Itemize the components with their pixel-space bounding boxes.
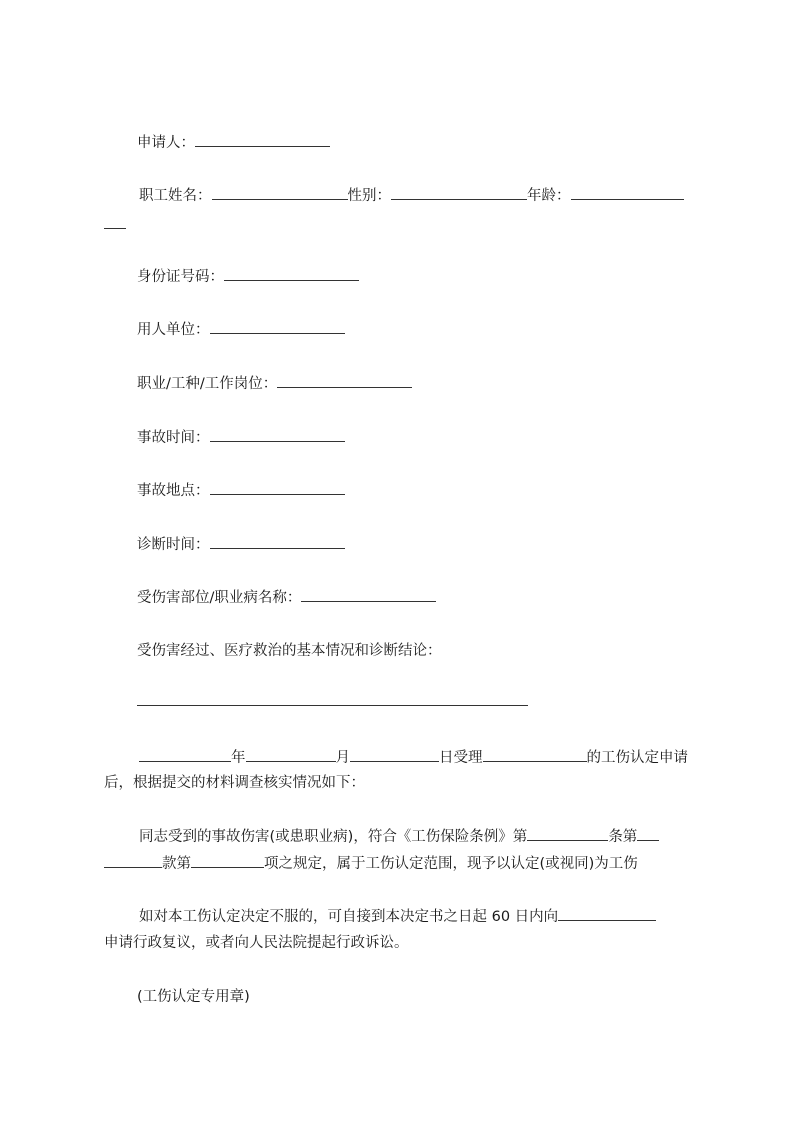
acceptance-row xyxy=(104,747,736,768)
injury-process-row xyxy=(104,641,734,661)
worker-info-row xyxy=(104,185,736,206)
clause-blank-end[interactable] xyxy=(104,853,162,868)
appeal-row xyxy=(104,906,736,927)
article-blank[interactable] xyxy=(527,826,608,841)
conclusion-row-2 xyxy=(104,853,701,874)
month-blank[interactable] xyxy=(246,747,336,762)
age-blank-continuation xyxy=(104,214,701,235)
diagnosis-time-row xyxy=(104,534,734,555)
conclusion-row xyxy=(104,826,736,847)
applicant-label: 申请人： xyxy=(137,135,195,151)
injury-process-label: 受伤害经过、医疗救治的基本情况和诊断结论： xyxy=(137,643,442,659)
employer-blank[interactable] xyxy=(210,319,345,334)
diagnosis-time-label: 诊断时间： xyxy=(137,537,210,553)
accident-place-label: 事故地点： xyxy=(137,483,210,499)
acceptance-after-text: 的工伤认定申请 xyxy=(586,750,688,766)
applicant-blank[interactable] xyxy=(195,132,330,147)
month-label: 月 xyxy=(335,750,350,766)
accident-time-blank[interactable] xyxy=(210,427,345,442)
conclusion-text-2: 条第 xyxy=(608,829,638,845)
age-blank[interactable] xyxy=(571,185,684,200)
id-number-row xyxy=(104,266,734,287)
injury-process-answer-row xyxy=(104,691,734,712)
day-accept-label: 日受理 xyxy=(439,750,483,766)
accident-time-row xyxy=(104,427,734,448)
accident-place-blank[interactable] xyxy=(210,480,345,495)
injury-part-label: 受伤害部位/职业病名称： xyxy=(137,590,302,606)
appeal-row-2 xyxy=(104,933,701,953)
year-blank[interactable] xyxy=(139,747,231,762)
injury-part-blank[interactable] xyxy=(301,587,436,602)
employer-label: 用人单位： xyxy=(137,322,210,338)
acceptance-line2-text: 后，根据提交的材料调查核实情况如下： xyxy=(104,775,365,791)
employer-row xyxy=(104,319,734,340)
injury-process-blank[interactable] xyxy=(137,691,528,706)
applicant-row xyxy=(104,132,734,153)
worker-name-blank[interactable] xyxy=(212,185,348,200)
seal-label: (工伤认定专用章) xyxy=(137,989,250,1005)
year-label: 年 xyxy=(231,750,246,766)
day-blank[interactable] xyxy=(350,747,439,762)
seal-row xyxy=(104,987,734,1007)
acceptance-line2 xyxy=(104,773,701,793)
worker-name-label: 职工姓名： xyxy=(139,188,212,204)
conclusion-text-4: 项之规定，属于工伤认定范围，现予以认定(或视同)为工伤 xyxy=(264,856,638,872)
appeal-text-1: 如对本工伤认定决定不服的，可自接到本决定书之日起 60 日内向 xyxy=(139,909,559,925)
accident-place-row xyxy=(104,480,734,501)
age-label: 年龄： xyxy=(527,188,571,204)
occupation-row xyxy=(104,373,734,394)
conclusion-text-1: 同志受到的事故伤害(或患职业病)，符合《工伤保险条例》第 xyxy=(139,829,528,845)
gender-label: 性别： xyxy=(347,188,391,204)
clause-blank-start[interactable] xyxy=(637,826,659,841)
item-blank[interactable] xyxy=(191,853,264,868)
age-blank-tail[interactable] xyxy=(104,214,126,229)
appeal-org-blank[interactable] xyxy=(558,906,656,921)
id-number-blank[interactable] xyxy=(224,266,359,281)
appeal-text-2: 申请行政复议，或者向人民法院提起行政诉讼。 xyxy=(104,935,409,951)
conclusion-text-3: 款第 xyxy=(162,856,191,872)
injury-part-row xyxy=(104,587,734,608)
accident-time-label: 事故时间： xyxy=(137,430,210,446)
occupation-blank[interactable] xyxy=(277,373,412,388)
occupation-label: 职业/工种/工作岗位： xyxy=(137,376,278,392)
gender-blank[interactable] xyxy=(391,185,527,200)
id-number-label: 身份证号码： xyxy=(137,269,224,285)
diagnosis-time-blank[interactable] xyxy=(210,534,345,549)
applicant-org-blank[interactable] xyxy=(483,747,587,762)
